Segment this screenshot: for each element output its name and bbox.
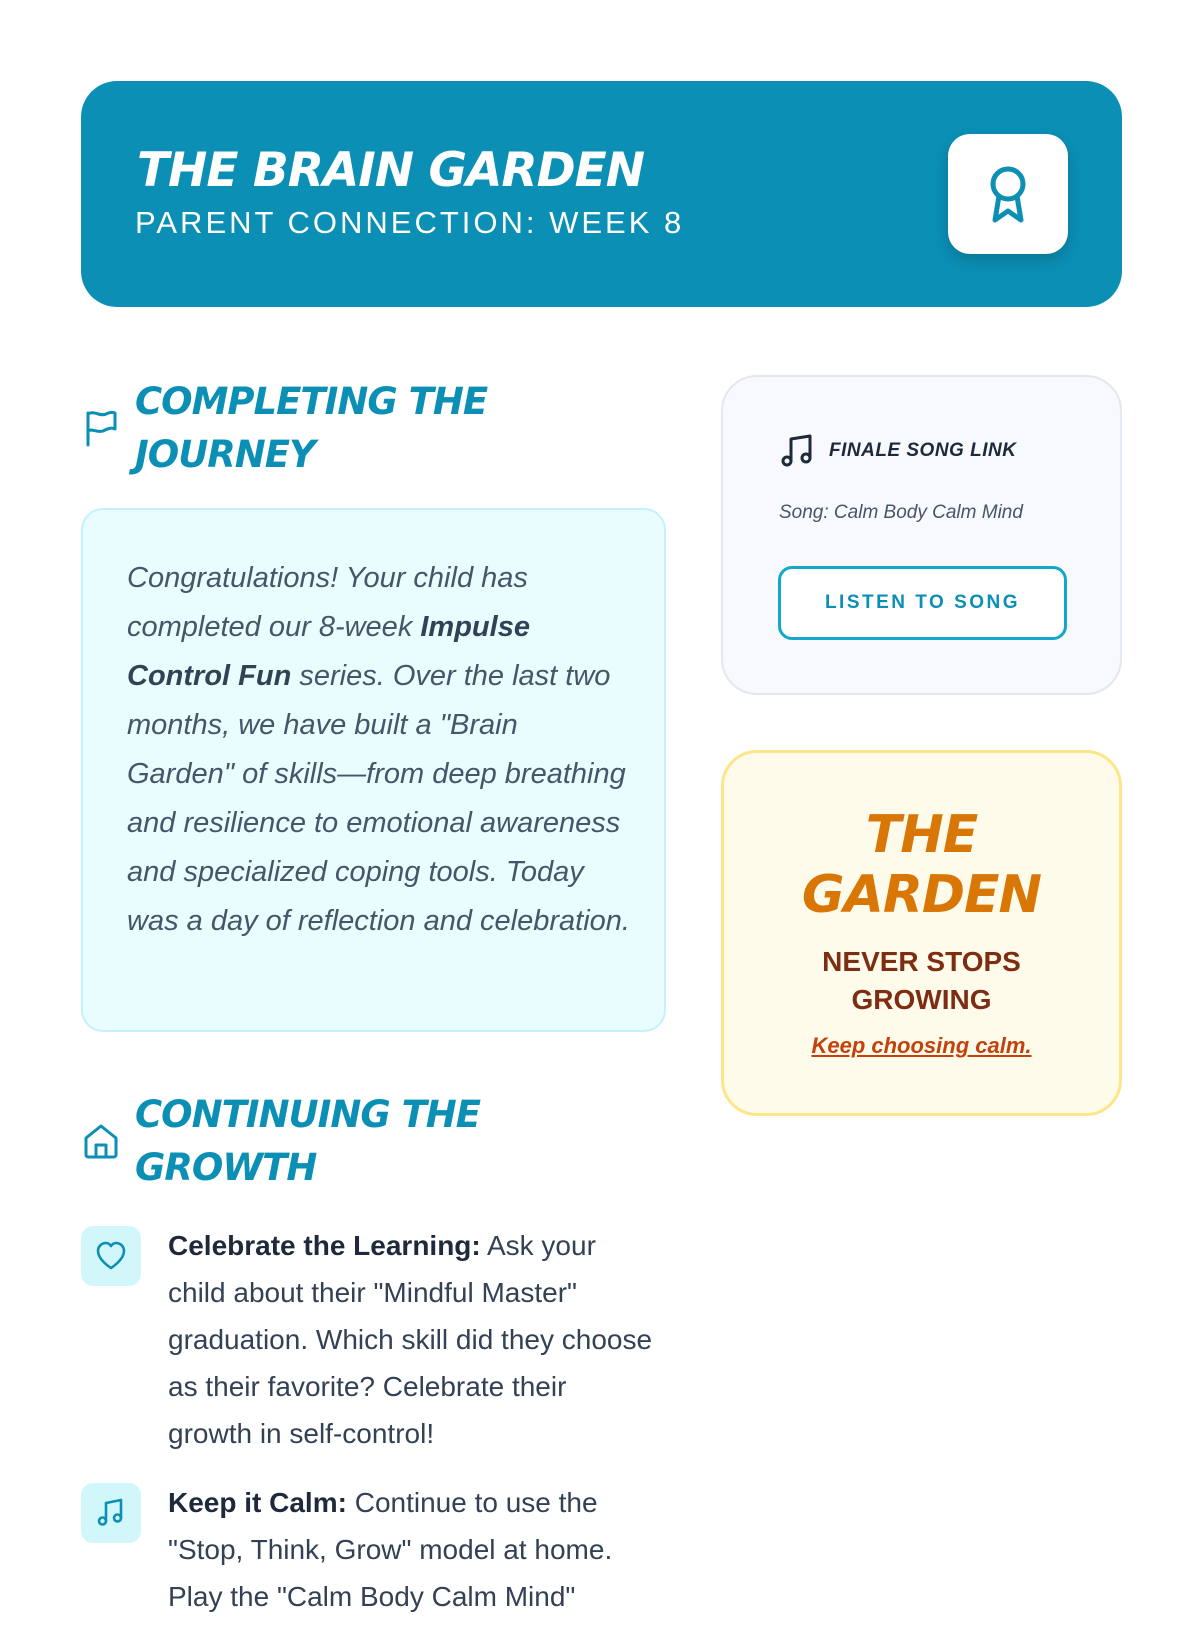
garden-card [721,750,1122,1116]
page-title: THE BRAIN GARDEN [137,143,645,198]
garden-heading-line1: THE [865,805,978,865]
award-badge [948,134,1068,254]
garden-heading-line2: GARDEN [801,865,1042,925]
heart-icon [81,1226,141,1286]
tip-label: Keep it Calm: [168,1487,347,1518]
intro-text [127,554,632,946]
song-card [721,375,1122,695]
list-item [81,1479,681,1620]
completing-section-title: COMPLETING THE JOURNEY [135,380,488,476]
page-subtitle: PARENT CONNECTION: WEEK 8 [135,205,685,240]
header-banner [81,81,1122,307]
tip-body: Ask your child about their "Mindful Master" graduation. Which skill did they choose as their favorite? Celebrate their growth in self-control! [168,1230,653,1449]
music-icon [81,1483,141,1543]
flag-icon [81,408,121,448]
keep-choosing-calm-link[interactable]: Keep choosing calm. [811,1033,1032,1058]
listen-to-song-button[interactable]: LISTEN TO SONG [778,566,1067,640]
award-icon [986,164,1030,224]
tip-text [168,1479,658,1620]
song-name: Song: Calm Body Calm Mind [779,502,1023,523]
continuing-section-header [81,1088,555,1194]
tip-body: Continue to use the "Stop, Think, Grow" model at home. Play the "Calm Body Calm Mind" [168,1487,613,1612]
tip-label: Celebrate the Learning: [168,1230,481,1261]
song-card-header [779,433,1016,469]
garden-tagline: NEVER STOPS GROWING [822,946,1021,1015]
song-card-label: FINALE SONG LINK [829,440,1017,461]
completing-section-header [81,375,555,481]
music-note-icon [779,433,815,469]
tip-text [168,1222,658,1457]
home-icon [81,1121,121,1161]
intro-text-part: series. Over the last two months, we have built a "Brain Garden" of skills—from deep breathing and resilience to emotional awareness and specialized coping tools. Today was a day of reflection and celebration. [127,660,630,937]
list-item [81,1222,681,1457]
continuing-section-title: CONTINUING THE GROWTH [135,1093,481,1189]
intro-text-part: Congratulations! Your child has completed our 8-week [127,562,528,643]
intro-text-bold: Impulse Control Fun [127,611,530,692]
tips-list [81,1222,681,1642]
intro-card [81,508,666,1032]
